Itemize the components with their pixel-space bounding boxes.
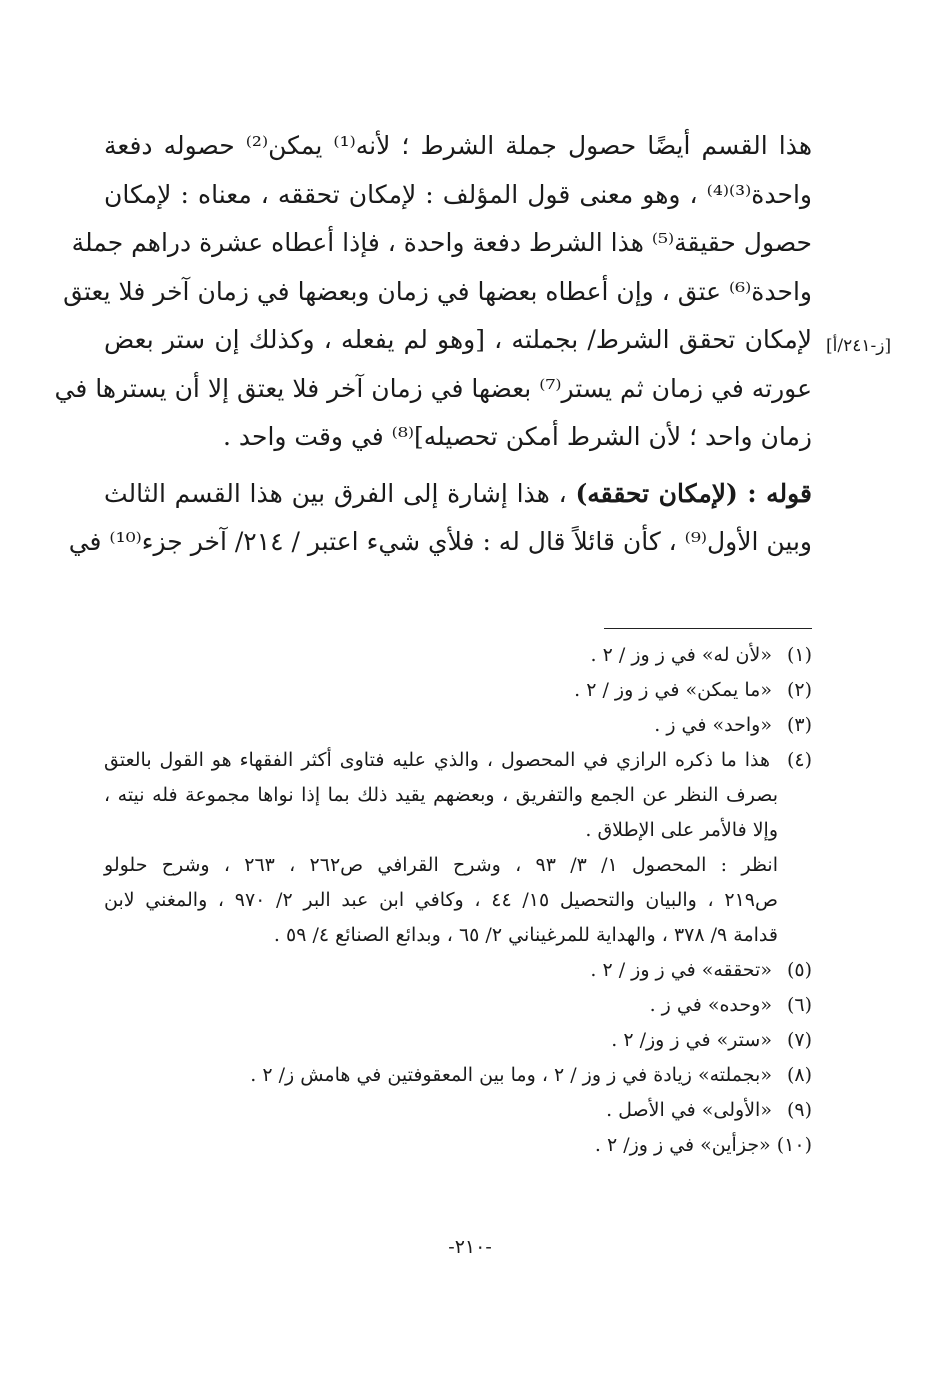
- footnote-text: «واحد» في ز .: [654, 714, 772, 736]
- footnote-number: (٩): [786, 1099, 812, 1121]
- footnote-9: [104, 1093, 812, 1128]
- footnote-text: «الأولى» في الأصل .: [606, 1099, 772, 1121]
- footnote-number: (٢): [786, 679, 812, 701]
- footnote-line: بصرف النظر عن الجمع والتفريق ، وبعضهم يقيد ذلك بما إذا نواها مجموعة فله نيته ،: [104, 784, 778, 806]
- footnote-line: ص٢١٩ ، والبيان والتحصيل ١٥/ ٤٤ ، وكافي ابن عبد البر ٢/ ٩٧٠ ، والمغني لابن: [104, 889, 778, 911]
- footnote-number: (٨): [786, 1064, 812, 1086]
- footnote-10: [104, 1128, 812, 1163]
- text-line: واحدة⁽³⁾⁽⁴⁾ ، وهو معنى قول المؤلف : لإمكان تحققه ، معناه : لإمكان: [104, 179, 812, 209]
- footnote-number: (١٠): [776, 1134, 812, 1156]
- footnote-text: «لأن له» في ز وز / ٢ .: [590, 644, 772, 666]
- footnote-4: [104, 743, 812, 953]
- text-run: ، هذا إشارة إلى الفرق بين هذا القسم الثالث: [104, 478, 576, 508]
- footnote-line: قدامة ٩/ ٣٧٨ ، والهداية للمرغيناني ٢/ ٦٥ ، وبدائع الصنائع ٤/ ٥٩ .: [273, 924, 778, 946]
- text-line: وبين الأول⁽⁹⁾ ، كأن قائلاً قال له : فلأي شيء اعتبر / ٢١٤/ آخر جزء⁽¹⁰⁾ في: [68, 527, 812, 556]
- footnote-text: «جزأين» في ز وز/ ٢ .: [594, 1134, 771, 1156]
- footnote-line: انظر : المحصول ١/ ٣/ ٩٣ ، وشرح القرافي ص٢٦٢ ، ٢٦٣ ، وشرح حلولو: [104, 854, 778, 876]
- text-line: واحدة⁽⁶⁾ عتق ، وإن أعطاه بعضها في زمان وبعضها في زمان آخر فلا يعتق: [63, 276, 812, 306]
- footnote-8: [104, 1058, 812, 1093]
- text-line: زمان واحد ؛ لأن الشرط أمكن تحصيله]⁽⁸⁾ في وقت واحد .: [222, 422, 812, 451]
- footnote-separator: [604, 628, 812, 629]
- footnote-5: [104, 953, 812, 988]
- margin-manuscript-reference: [ز-٢٤١/أ]: [826, 336, 892, 356]
- footnote-text: «تحققه» في ز وز / ٢ .: [590, 959, 772, 981]
- text-line: هذا القسم أيضًا حصول جملة الشرط ؛ لأنه⁽¹⁾ يمكن⁽²⁾ حصوله دفعة: [104, 131, 813, 160]
- footnote-number: (١): [786, 644, 812, 666]
- text-line: حصول حقيقة⁽⁵⁾ هذا الشرط دفعة واحدة ، فإذا أعطاه عشرة دراهم جملة: [71, 228, 812, 257]
- footnote-number: (٤): [786, 749, 812, 771]
- footnote-line: [104, 743, 812, 778]
- footnote-number: (٦): [786, 994, 812, 1016]
- footnote-number: (٧): [786, 1029, 812, 1051]
- main-text: [54, 122, 813, 567]
- paragraph-2: [68, 470, 812, 567]
- footnote-7: [104, 1023, 812, 1058]
- page-number: -٢١٠-: [448, 1236, 492, 1258]
- footnote-text: «بجملته» زيادة في ز وز / ٢ ، وما بين المعقوفتين في هامش ز/ ٢ .: [250, 1064, 772, 1086]
- footnote-text: «ما يمكن» في ز وز / ٢ .: [574, 679, 772, 701]
- footnote-line: وإلا فالأمر على الإطلاق .: [585, 819, 778, 841]
- footnote-1: [104, 638, 812, 673]
- footnote-6: [104, 988, 812, 1023]
- footnote-number: (٥): [786, 959, 812, 981]
- footnote-number: (٣): [786, 714, 812, 736]
- text-line: عورته في زمان ثم يستر⁽⁷⁾ بعضها في زمان آخر فلا يعتق إلا أن يسترها في: [54, 373, 812, 403]
- footnote-3: [104, 708, 812, 743]
- quoted-phrase: قوله : (لإمكان تحققه): [575, 478, 812, 508]
- text-line: [104, 470, 812, 519]
- footnotes: [104, 638, 812, 1163]
- paragraph-1: [54, 122, 813, 462]
- footnote-text: «ستر» في ز وز/ ٢ .: [611, 1029, 772, 1051]
- text-line: لإمكان تحقق الشرط/ بجملته ، [وهو لم يفعله ، وكذلك إن ستر بعض: [104, 325, 812, 354]
- footnote-text: هذا ما ذكره الرازي في المحصول ، والذي عليه فتاوى أكثر الفقهاء هو القول بالعتق: [104, 749, 771, 771]
- footnote-2: [104, 673, 812, 708]
- footnote-text: «وحده» في ز .: [649, 994, 772, 1016]
